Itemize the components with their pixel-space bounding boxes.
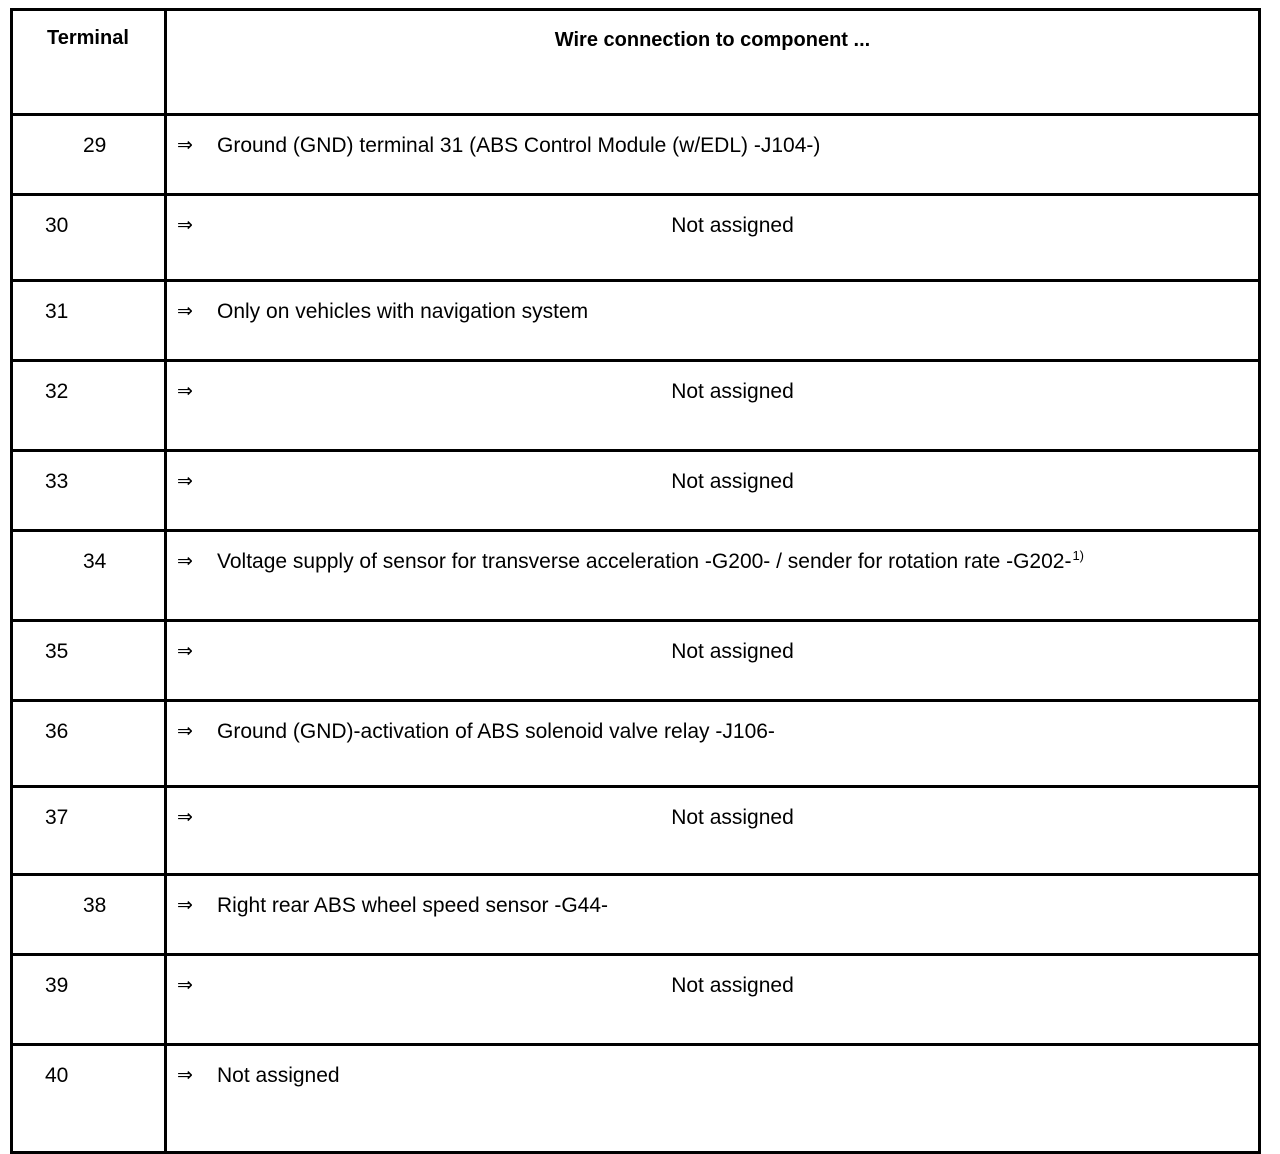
terminal-number: 32: [12, 361, 166, 451]
wire-connection-cell: [166, 621, 1260, 701]
double-right-arrow-icon: ⇒: [177, 895, 193, 916]
wire-connection-description: [217, 1064, 340, 1088]
table-row: [12, 1045, 1260, 1153]
table-row: [12, 701, 1260, 787]
wire-connection-description: [217, 894, 608, 918]
wire-connection-text: Voltage supply of sensor for transverse acceleration -G200- / sender for rotation rate -G202-: [217, 550, 1072, 573]
wire-connection-description: [167, 214, 1258, 238]
wire-connection-description: [167, 380, 1258, 404]
wire-connection-text: Right rear ABS wheel speed sensor -G44-: [217, 894, 609, 917]
table-row: [12, 787, 1260, 875]
terminal-number: 30: [12, 195, 166, 281]
double-right-arrow-icon: ⇒: [177, 215, 193, 236]
double-right-arrow-icon: ⇒: [177, 1065, 193, 1086]
table-header-row: [12, 10, 1260, 115]
wire-connection-cell: [166, 955, 1260, 1045]
wire-connection-description: [167, 806, 1258, 830]
wire-connection-cell: [166, 281, 1260, 361]
terminal-number: 35: [12, 621, 166, 701]
terminal-number: 36: [12, 701, 166, 787]
wire-connection-description: [217, 550, 1084, 574]
table-row: [12, 195, 1260, 281]
double-right-arrow-icon: ⇒: [177, 551, 193, 572]
table-row: [12, 621, 1260, 701]
table-row: [12, 531, 1260, 621]
terminal-number: 31: [12, 281, 166, 361]
wire-connection-text: Not assigned: [671, 640, 794, 663]
wire-connection-text: Not assigned: [671, 470, 794, 493]
wire-connection-description: [167, 470, 1258, 494]
double-right-arrow-icon: ⇒: [177, 471, 193, 492]
wire-connection-cell: [166, 531, 1260, 621]
wire-connection-text: Not assigned: [671, 214, 794, 237]
wire-connection-text: Not assigned: [671, 806, 794, 829]
wire-connection-text: Not assigned: [217, 1064, 340, 1087]
terminal-number: 33: [12, 451, 166, 531]
terminal-column-header: Terminal: [12, 10, 166, 115]
double-right-arrow-icon: ⇒: [177, 381, 193, 402]
wire-connection-cell: [166, 1045, 1260, 1153]
table-row: [12, 451, 1260, 531]
terminal-number: 39: [12, 955, 166, 1045]
wire-connection-cell: [166, 875, 1260, 955]
terminal-number: 38: [12, 875, 166, 955]
double-right-arrow-icon: ⇒: [177, 135, 193, 156]
wire-connection-text: Not assigned: [671, 974, 794, 997]
wire-connection-cell: [166, 701, 1260, 787]
table-row: [12, 875, 1260, 955]
table-row: [12, 281, 1260, 361]
table-row: [12, 361, 1260, 451]
double-right-arrow-icon: ⇒: [177, 975, 193, 996]
wire-connection-text: Ground (GND) terminal 31 (ABS Control Module (w/EDL) -J104-): [217, 134, 821, 157]
wire-connection-description: [217, 134, 820, 158]
terminal-number: 34: [12, 531, 166, 621]
wire-connection-description: [217, 300, 588, 324]
terminal-number: 29: [12, 115, 166, 195]
table-row: [12, 115, 1260, 195]
wire-connection-cell: [166, 361, 1260, 451]
wire-connection-description: [217, 720, 775, 744]
wire-connection-table: [10, 8, 1261, 1154]
wire-connection-text: Ground (GND)-activation of ABS solenoid valve relay -J106-: [217, 720, 775, 743]
wire-connection-cell: [166, 115, 1260, 195]
terminal-number: 37: [12, 787, 166, 875]
wire-connection-cell: [166, 787, 1260, 875]
terminal-number: 40: [12, 1045, 166, 1153]
footnote-marker: 1): [1072, 548, 1084, 563]
double-right-arrow-icon: ⇒: [177, 641, 193, 662]
wire-connection-description: [167, 640, 1258, 664]
wire-connection-cell: [166, 195, 1260, 281]
wire-connection-cell: [166, 451, 1260, 531]
table-row: [12, 955, 1260, 1045]
wire-connection-text: Not assigned: [671, 380, 794, 403]
wire-connection-description: [167, 974, 1258, 998]
double-right-arrow-icon: ⇒: [177, 807, 193, 828]
wire-connection-column-header: Wire connection to component ...: [166, 10, 1260, 115]
double-right-arrow-icon: ⇒: [177, 301, 193, 322]
wire-connection-text: Only on vehicles with navigation system: [217, 300, 589, 323]
double-right-arrow-icon: ⇒: [177, 721, 193, 742]
